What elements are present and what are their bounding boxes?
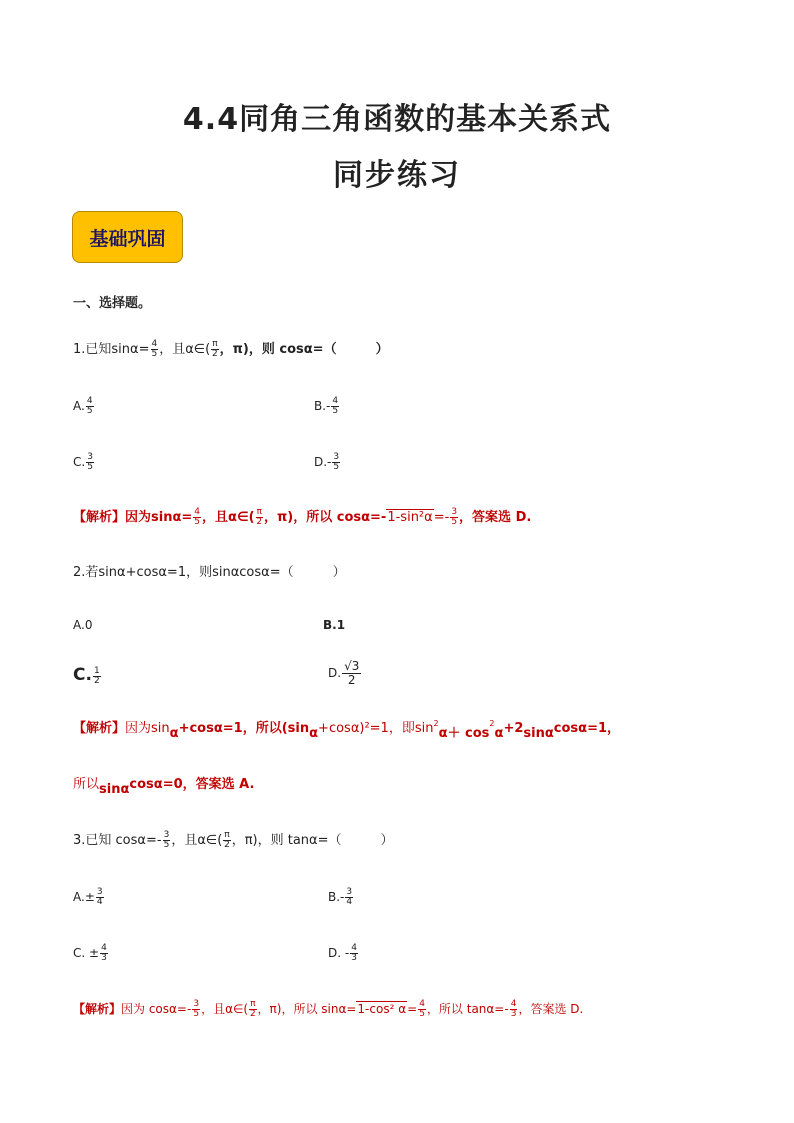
q3-option-a: A.± $\frac{3}{4}$ [73, 887, 103, 907]
q2-solution-line1: 【解析】因为sinα+cosα=1，所以(sinα+cosα)²=1，即$\sin^2\alpha+ \cos^2\alpha+2\sin\alpha\cos\alpha=1$， [73, 719, 621, 741]
page-subtitle: 同步练习 [333, 158, 461, 193]
section-heading: 一、选择题。 [73, 296, 152, 311]
q2-option-d: D. $\frac{√3}{2}$ [328, 659, 360, 687]
q2-solution-line2: 所以sinαcosα=0，答案选 A. [73, 777, 255, 797]
section-badge: 基础巩固 [72, 211, 183, 263]
q1-option-c: C. $\frac{3}{5}$ [73, 452, 93, 472]
q2-option-a: A.0 [73, 618, 93, 632]
question-1: 1.已知sinα= $\frac{4}{5}$ ，且α∈( $\frac{\pi}{2}$ ，π)，则 cosα=（ ） [73, 339, 389, 359]
q1-option-d: D.- $\frac{3}{5}$ [314, 452, 340, 472]
q2-option-b: B.1 [323, 618, 346, 632]
question-3: 3.已知 cosα=- $\frac{3}{5}$ ，且α∈( $\frac{\pi}{2}$ ，π)，则 tanα=（ ） [73, 830, 394, 850]
question-2: 2.若sinα+cosα=1，则sinαcosα=（ ） [73, 565, 346, 580]
q3-option-c: C. ± $\frac{4}{3}$ [73, 943, 107, 963]
q3-solution: 【解析】因为 cosα=- $\frac{3}{5}$ ，且α∈( $\frac{\pi}{2}$ ，π)，所以 sinα=1-cos² α= $\frac{4}{5}$ ，所以 tanα=- $\frac{4}{3}$ ，答案选 D. [73, 999, 584, 1019]
q1-solution: 【解析】因为sinα= $\frac{4}{5}$ ，且α∈( $\frac{\pi}{2}$ ，π)，所以 cosα=-1-sin²α=- $\frac{3}{5}$ ，答案选 D. [73, 507, 532, 527]
page-title: 4.4同角三角函数的基本关系式 [182, 102, 612, 137]
q1-option-b: B.- $\frac{4}{5}$ [314, 396, 339, 416]
q2-option-c: C. $\frac{1}{2}$ [73, 665, 100, 686]
q3-option-b: B.- $\frac{3}{4}$ [328, 887, 353, 907]
q3-option-d: D. - $\frac{4}{3}$ [328, 943, 357, 963]
q1-option-a: A. $\frac{4}{5}$ [73, 396, 93, 416]
